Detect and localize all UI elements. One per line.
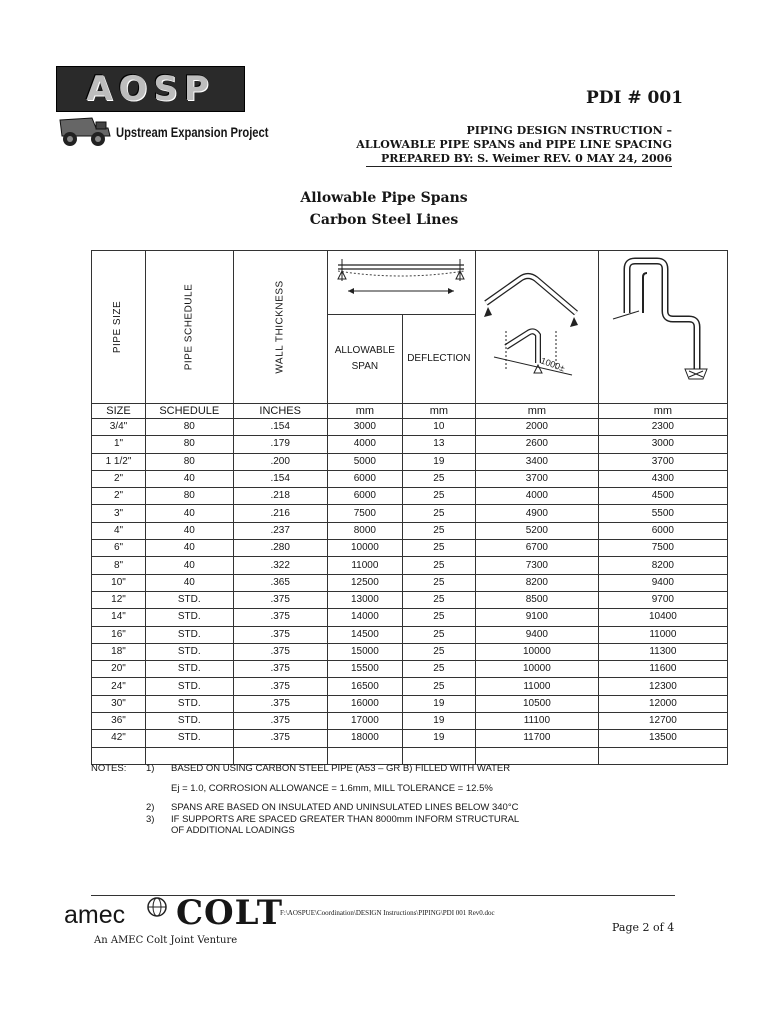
table-cell: 14": [92, 609, 146, 626]
table-cell: 1 1/2": [92, 453, 146, 470]
table-cell: 12500: [327, 574, 402, 591]
unit-cell: mm: [327, 404, 402, 419]
table-cell: 12700: [598, 713, 727, 730]
wall-thickness-label: WALL THICKNESS: [274, 280, 286, 374]
table-cell: 9700: [598, 591, 727, 608]
table-cell: 19: [402, 713, 475, 730]
table-cell: .375: [233, 678, 327, 695]
table-cell: .375: [233, 661, 327, 678]
table-cell: 8200: [475, 574, 598, 591]
table-cell: 15000: [327, 643, 402, 660]
table-cell: 5000: [327, 453, 402, 470]
table-cell: 13: [402, 436, 475, 453]
table-cell: .375: [233, 609, 327, 626]
table-cell: 8": [92, 557, 146, 574]
table-cell: 10000: [475, 643, 598, 660]
note-2: SPANS ARE BASED ON INSULATED AND UNINSULATED LINES BELOW 340°C: [171, 802, 519, 813]
unit-cell: SIZE: [92, 404, 146, 419]
unit-cell: mm: [475, 404, 598, 419]
amec-logo: amec: [64, 901, 126, 929]
table-cell: 4000: [475, 488, 598, 505]
table-cell: 13000: [327, 591, 402, 608]
unit-cell: SCHEDULE: [146, 404, 234, 419]
table-cell: 9400: [598, 574, 727, 591]
table-cell: 19: [402, 730, 475, 747]
elbow-spacing-figure: [476, 251, 597, 397]
table-cell: 25: [402, 591, 475, 608]
table-cell: 3700: [598, 453, 727, 470]
table-cell: .322: [233, 557, 327, 574]
logo-text: AOSP: [86, 69, 215, 109]
table-cell: 40: [146, 470, 234, 487]
table-cell: 5500: [598, 505, 727, 522]
table-cell: 9100: [475, 609, 598, 626]
table-cell: 7500: [598, 540, 727, 557]
header-line-1: PIPING DESIGN INSTRUCTION –: [466, 124, 672, 137]
table-cell: STD.: [146, 661, 234, 678]
table-cell: 6000: [327, 470, 402, 487]
table-cell: 6000: [327, 488, 402, 505]
deflection-label: DEFLECTION: [407, 352, 471, 364]
table-cell: 3/4": [92, 419, 146, 436]
table-row: [92, 661, 728, 678]
table-cell: .375: [233, 695, 327, 712]
table-row: [92, 678, 728, 695]
table-cell: 25: [402, 488, 475, 505]
table-cell: 10000: [475, 661, 598, 678]
note-3-number: 3): [146, 814, 155, 825]
table-cell: .375: [233, 713, 327, 730]
colt-logo: COLT: [176, 893, 284, 933]
table-cell: 16500: [327, 678, 402, 695]
table-cell: .280: [233, 540, 327, 557]
table-cell: .216: [233, 505, 327, 522]
table-cell: 16": [92, 626, 146, 643]
header-rule: [366, 166, 672, 167]
table-cell: 80: [146, 436, 234, 453]
table-row: [92, 713, 728, 730]
table-cell: 12": [92, 591, 146, 608]
table-cell: 14500: [327, 626, 402, 643]
table-title: Allowable Pipe Spans: [300, 190, 468, 206]
table-cell: 25: [402, 522, 475, 539]
pipe-span-table: [91, 250, 728, 765]
table-cell: 3000: [327, 419, 402, 436]
table-cell: .375: [233, 591, 327, 608]
table-cell: 30": [92, 695, 146, 712]
table-row: [92, 488, 728, 505]
table-row: [92, 540, 728, 557]
table-cell: 16000: [327, 695, 402, 712]
table-cell: 25: [402, 643, 475, 660]
table-row: [92, 436, 728, 453]
table-cell: 17000: [327, 713, 402, 730]
table-cell: 9400: [475, 626, 598, 643]
table-row: [92, 505, 728, 522]
page-number: Page 2 of 4: [612, 921, 675, 934]
header-line-3: PREPARED BY: S. Weimer REV. 0 MAY 24, 2006: [380, 152, 672, 165]
table-cell: 80: [146, 419, 234, 436]
table-cell: 10400: [598, 609, 727, 626]
table-cell: 25: [402, 540, 475, 557]
table-cell: STD.: [146, 626, 234, 643]
table-cell: 25: [402, 574, 475, 591]
table-cell: 11000: [327, 557, 402, 574]
table-cell: 40: [146, 557, 234, 574]
table-cell: 42": [92, 730, 146, 747]
table-row: [92, 643, 728, 660]
table-row: [92, 695, 728, 712]
table-cell: 2600: [475, 436, 598, 453]
table-cell: 25: [402, 505, 475, 522]
table-cell: 25: [402, 678, 475, 695]
table-cell: 25: [402, 661, 475, 678]
file-path: F:\AOSPUE\Coordination\DESIGN Instructions\PIPING\PDI 001 Rev0.doc: [280, 909, 495, 917]
table-cell: 4": [92, 522, 146, 539]
table-row: [92, 453, 728, 470]
table-cell: .365: [233, 574, 327, 591]
note-3-continued: OF ADDITIONAL LOADINGS: [171, 825, 295, 836]
table-cell: 19: [402, 453, 475, 470]
elbow-figure-cell: [475, 251, 598, 404]
pipe-schedule-header: [146, 251, 234, 404]
table-cell: 10000: [327, 540, 402, 557]
table-cell: 2300: [598, 419, 727, 436]
table-cell: 13500: [598, 730, 727, 747]
table-cell: STD.: [146, 713, 234, 730]
table-cell: 80: [146, 453, 234, 470]
table-cell: 11000: [598, 626, 727, 643]
notes-label: NOTES:: [91, 763, 127, 774]
table-cell: 19: [402, 695, 475, 712]
note-1-continued: Ej = 1.0, CORROSION ALLOWANCE = 1.6mm, MILL TOLERANCE = 12.5%: [171, 783, 493, 794]
table-row: [92, 522, 728, 539]
table-cell: 7300: [475, 557, 598, 574]
table-cell: 1": [92, 436, 146, 453]
table-cell: STD.: [146, 730, 234, 747]
pipe-schedule-label: PIPE SCHEDULE: [183, 283, 195, 371]
table-cell: 6000: [598, 522, 727, 539]
unit-cell: mm: [402, 404, 475, 419]
table-cell: .375: [233, 730, 327, 747]
table-row: [92, 419, 728, 436]
offset-spacing-figure: [599, 251, 726, 397]
table-cell: 8000: [327, 522, 402, 539]
table-row: [92, 574, 728, 591]
table-cell: 7500: [327, 505, 402, 522]
table-cell: .237: [233, 522, 327, 539]
allowable-span-label: ALLOWABLE SPAN: [334, 344, 395, 372]
table-cell: 40: [146, 574, 234, 591]
aosp-logo: [56, 66, 245, 112]
table-cell: 3000: [598, 436, 727, 453]
table-cell: 5200: [475, 522, 598, 539]
table-cell: STD.: [146, 678, 234, 695]
table-cell: 4900: [475, 505, 598, 522]
table-cell: 11700: [475, 730, 598, 747]
deflection-header: [402, 314, 475, 403]
table-row: [92, 609, 728, 626]
table-cell: STD.: [146, 643, 234, 660]
allowable-span-header: [327, 314, 402, 403]
header-line-2: ALLOWABLE PIPE SPANS and PIPE LINE SPACING: [356, 138, 672, 151]
table-cell: 36": [92, 713, 146, 730]
figure-dimension-label: 1000±: [539, 355, 567, 374]
table-cell: 25: [402, 626, 475, 643]
table-cell: .218: [233, 488, 327, 505]
table-row: [92, 730, 728, 747]
table-cell: .375: [233, 626, 327, 643]
table-row: [92, 470, 728, 487]
table-cell: 11100: [475, 713, 598, 730]
table-cell: .154: [233, 470, 327, 487]
table-cell: .179: [233, 436, 327, 453]
table-cell: 40: [146, 540, 234, 557]
table-cell: 18": [92, 643, 146, 660]
beam-deflection-figure: [328, 251, 474, 307]
note-2-number: 2): [146, 802, 155, 813]
table-cell: STD.: [146, 695, 234, 712]
table-cell: 6700: [475, 540, 598, 557]
table-cell: 4000: [327, 436, 402, 453]
beam-figure-cell: [327, 251, 475, 315]
note-1-number: 1): [146, 763, 155, 774]
table-cell: STD.: [146, 609, 234, 626]
table-cell: 25: [402, 609, 475, 626]
table-cell: 8500: [475, 591, 598, 608]
table-cell: .375: [233, 643, 327, 660]
table-cell: .154: [233, 419, 327, 436]
table-cell: 25: [402, 470, 475, 487]
table-cell: 12000: [598, 695, 727, 712]
table-cell: 8200: [598, 557, 727, 574]
figure-row-top: [92, 251, 728, 315]
offset-figure-cell: [598, 251, 727, 404]
joint-venture-caption: An AMEC Colt Joint Venture: [94, 935, 238, 946]
table-cell: 11300: [598, 643, 727, 660]
table-cell: 80: [146, 488, 234, 505]
table-row: [92, 626, 728, 643]
units-row: [92, 404, 728, 419]
table-cell: 2": [92, 488, 146, 505]
project-subtitle: Upstream Expansion Project: [116, 124, 269, 140]
table-cell: 10500: [475, 695, 598, 712]
document-number: PDI # 001: [586, 88, 684, 108]
table-blank-row: [92, 747, 728, 764]
table-cell: 15500: [327, 661, 402, 678]
table-cell: 11600: [598, 661, 727, 678]
table-cell: 3700: [475, 470, 598, 487]
table-cell: 2": [92, 470, 146, 487]
note-1: BASED ON USING CARBON STEEL PIPE (A53 – GR B) FILLED WITH WATER: [171, 763, 511, 774]
pipe-size-label: PIPE SIZE: [112, 300, 124, 354]
table-cell: 10: [402, 419, 475, 436]
table-cell: 40: [146, 505, 234, 522]
table-cell: 2000: [475, 419, 598, 436]
unit-cell: mm: [598, 404, 727, 419]
table-cell: 25: [402, 557, 475, 574]
table-cell: .200: [233, 453, 327, 470]
table-cell: 20": [92, 661, 146, 678]
table-cell: 6": [92, 540, 146, 557]
table-cell: 4500: [598, 488, 727, 505]
table-cell: 18000: [327, 730, 402, 747]
table-cell: 12300: [598, 678, 727, 695]
table-row: [92, 557, 728, 574]
table-cell: 3": [92, 505, 146, 522]
globe-icon: [144, 896, 170, 918]
table-body: [92, 419, 728, 748]
table-cell: 14000: [327, 609, 402, 626]
table-cell: STD.: [146, 591, 234, 608]
table-cell: 24": [92, 678, 146, 695]
table-cell: 4300: [598, 470, 727, 487]
table-cell: 40: [146, 522, 234, 539]
pipe-size-header: [92, 251, 146, 404]
haul-truck-icon: [58, 114, 112, 148]
wall-thickness-header: [233, 251, 327, 404]
note-3: IF SUPPORTS ARE SPACED GREATER THAN 8000mm INFORM STRUCTURAL: [171, 814, 520, 825]
table-cell: 10": [92, 574, 146, 591]
table-cell: 3400: [475, 453, 598, 470]
unit-cell: INCHES: [233, 404, 327, 419]
table-cell: 11000: [475, 678, 598, 695]
table-row: [92, 591, 728, 608]
table-subtitle: Carbon Steel Lines: [309, 212, 459, 228]
